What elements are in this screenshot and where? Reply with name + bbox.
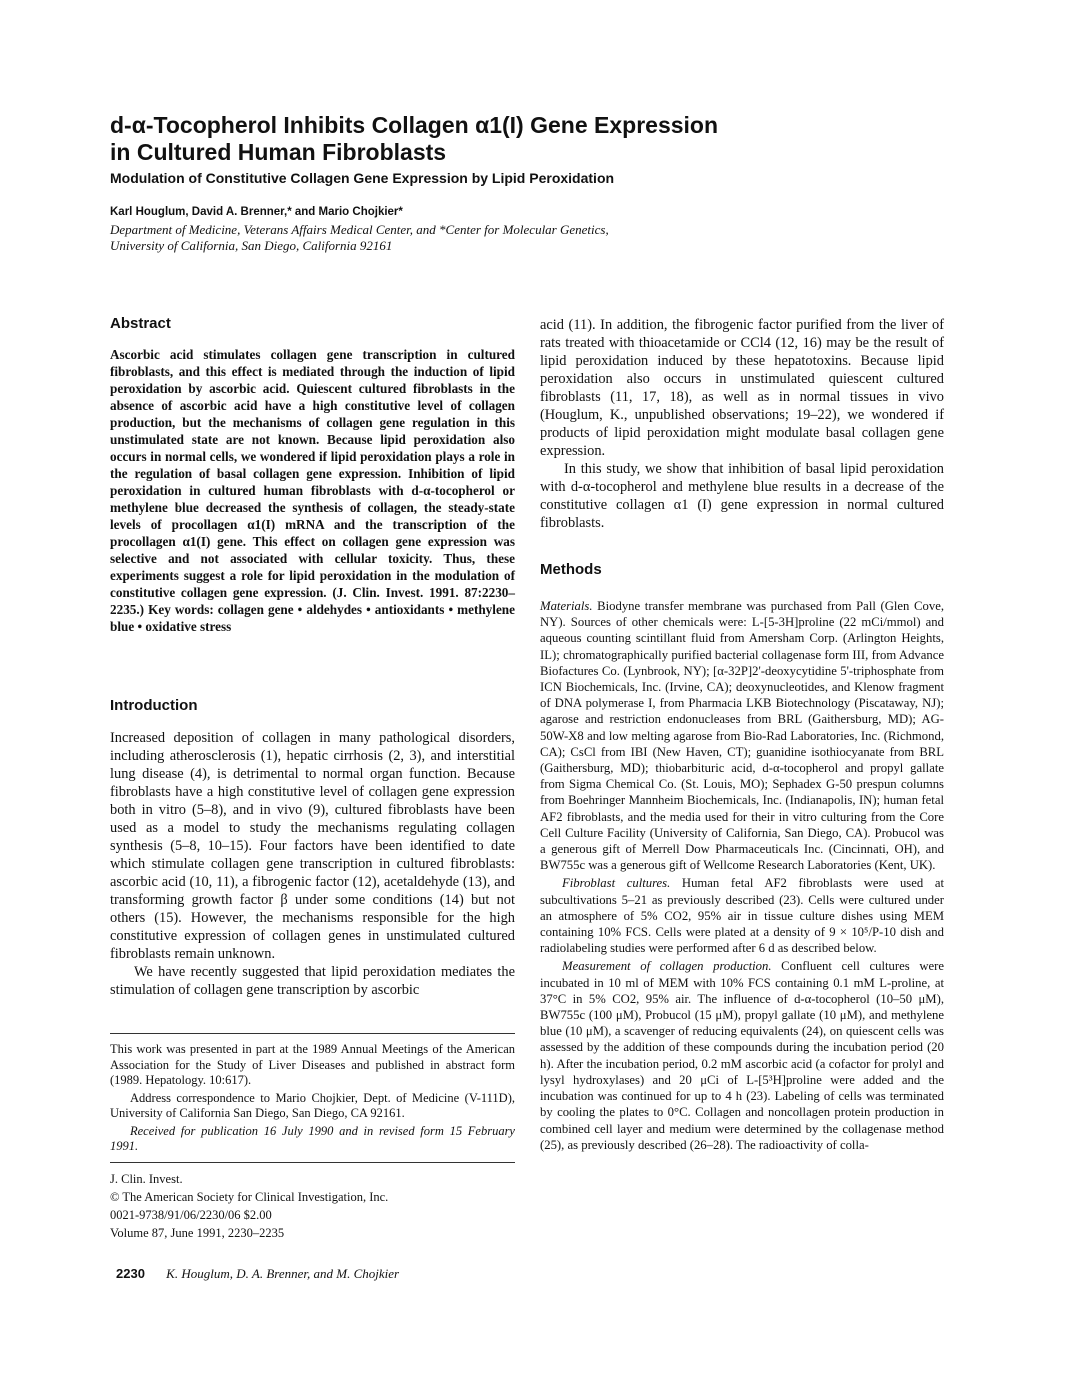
article-subtitle: Modulation of Constitutive Collagen Gene Expression by Lipid Peroxidation: [110, 170, 615, 186]
introduction-heading: Introduction: [110, 697, 198, 714]
page-number: 2230: [116, 1266, 145, 1281]
introduction-text: [110, 729, 515, 999]
journal-name: J. Clin. Invest.: [110, 1172, 183, 1186]
methods-text: [540, 598, 944, 1153]
volume-line: Volume 87, June 1991, 2230–2235: [110, 1226, 285, 1240]
methods-heading: Methods: [540, 561, 602, 578]
footnote-presentation: This work was presented in part at the 1989 Annual Meetings of the American Association for the Study of Liver Diseases and published in abstract form (1989. Hepatology. 10:617).: [110, 1042, 515, 1087]
running-head: K. Houglum, D. A. Brenner, and M. Chojkier: [166, 1266, 400, 1281]
affiliation-line-1: Department of Medicine, Veterans Affairs Medical Center, and *Center for Molecular Genetics,: [110, 222, 609, 237]
footnote-received: Received for publication 16 July 1990 and in revised form 15 February 1991.: [110, 1123, 515, 1153]
abstract-heading: Abstract: [110, 315, 171, 332]
intro-paragraph-2: We have recently suggested that lipid peroxidation mediates the stimulation of collagen gene transcription by ascorbic: [110, 964, 515, 998]
affiliation: [110, 222, 830, 254]
page-footer: [116, 1266, 399, 1282]
intro-paragraph-3: In this study, we show that inhibition of basal lipid peroxidation with d-α-tocopherol and methylene blue results in a decrease of the constitutive collagen α1 (I) gene expression in normal cultured fibroblasts.: [540, 461, 944, 531]
materials-label: Materials.: [540, 599, 593, 613]
intro-paragraph-1: Increased deposition of collagen in many pathological disorders, including atherosclerosis (1), hepatic cirrhosis (2, 3), and interstitial lung disease (4), is detrimental to normal organ function. Because fibroblasts have a high constitutive level of collagen gene expression both in vitro (5–8), and in vivo (9), cultured fibroblasts have been used as a model to study the mechanisms regulating collagen synthesis (5–8, 10–15). Four factors have been identified to date which stimulate collagen gene transcription in cultured fibroblasts: ascorbic acid (10, 11), a fibrogenic factor (12), acetaldehyde (13), and transforming growth factor β under some conditions (14) but not others (15). However, the mechanisms responsible for the high constitutive expression of collagen genes in unstimulated cultured fibroblasts remain unknown.: [110, 730, 515, 962]
measurement-label: Measurement of collagen production.: [562, 959, 772, 974]
fibroblast-label: Fibroblast cultures.: [562, 876, 671, 891]
journal-info-divider: [110, 1162, 515, 1163]
footnote-correspondence: Address correspondence to Mario Chojkier, Dept. of Medicine (V-111D), University of California San Diego, San Diego, CA 92161.: [110, 1090, 515, 1120]
issn-line: 0021-9738/91/06/2230/06 $2.00: [110, 1208, 272, 1222]
author-list: Karl Houglum, David A. Brenner,* and Mario Chojkier*: [110, 206, 403, 218]
article-title: [110, 112, 1010, 166]
title-line-2: in Cultured Human Fibroblasts: [110, 139, 447, 165]
affiliation-line-2: University of California, San Diego, California 92161: [110, 238, 393, 253]
fibroblast-text: Human fetal AF2 fibroblasts were used at subcultivations 5–21 as previously described (23). Cells were cultured under an atmosphere of 5% CO2, 95% air in tissue culture dishes using MEM containing 10% FCS. Cells were plated at a density of 9 × 10⁵/P-10 dish and radiolabeling studies were performed after 6 d as described below.: [540, 876, 944, 956]
footnote-divider: [110, 1033, 515, 1034]
methods-collagen-measurement: [540, 958, 944, 1152]
materials-text: Biodyne transfer membrane was purchased from Pall (Glen Cove, NY). Sources of other chemicals were: L-[5-3H]proline (22 mCi/mmol) and aqueous counting scintillant fluid from Amersham Corp. (Arlington Heights, IL); chromatographically purified bacterial collagenase form III, from Advance Biofactures Co. (Lynbrook, NY); [α-32P]2'-deoxycytidine 5'-triphosphate from ICN Biochemicals, Inc. (Irvine, CA); deoxynucleotides, and Klenow fragment of DNA polymerase I, from Pharmacia LKB Biotechnology (Piscataway, NJ); agarose and restriction endonucleases from BRL (Gaithersburg, MD); AG-50W-X8 and low melting agarose from Bio-Rad Laboratories, Inc. (Richmond, CA); CsCl from IBI (New Haven, CT); guanidine isothiocyanate from BRL (Gaithersburg, MD); thiobarbituric acid, d-α-tocopherol and propyl gallate from Sigma Chemical Co. (St. Louis, MO); Sephadex G-50 prespun columns from Boehringer Mannheim Biochemicals, Inc. (Indianapolis, IN); human fetal AF2 fibroblasts, and the media used for their in vitro culturing from the Core Cell Culture Facility (University of California, San Diego, CA). Probucol was a generous gift of Merrell Dow Pharmaceuticals Inc. (Cincinnati, OH), and BW755c was a generous gift of Wellcome Research Laboratories (Kent, UK).: [540, 599, 944, 873]
methods-fibroblast-cultures: [540, 875, 944, 956]
copyright-line: © The American Society for Clinical Investigation, Inc.: [110, 1190, 389, 1204]
methods-materials: [540, 598, 944, 873]
footnotes: [110, 1042, 515, 1157]
abstract-text: Ascorbic acid stimulates collagen gene transcription in cultured fibroblasts, and this effect is mediated through the induction of lipid peroxidation by ascorbic acid. Quiescent cultured fibroblasts in the absence of ascorbic acid have a high constitutive level of collagen production, but the mechanisms of collagen gene regulation in this unstimulated state are not known. Because lipid peroxidation also occurs in normal cells, we wondered if lipid peroxidation plays a role in the regulation of basal collagen gene expression. Inhibition of lipid peroxidation in cultured human fibroblasts with d-α-tocopherol or methylene blue decreased the synthesis of collagen, the steady-state levels of procollagen α1(I) mRNA and the transcription of the procollagen α1(I) gene. This effect on collagen gene expression was selective and not associated with cellular toxicity. Thus, these experiments suggest a role for lipid peroxidation in the modulation of constitutive collagen gene expression. (J. Clin. Invest. 1991. 87:2230–2235.) Key words: collagen gene • aldehydes • antioxidants • methylene blue • oxidative stress: [110, 347, 515, 634]
journal-info: [110, 1170, 515, 1242]
introduction-continued: [540, 316, 944, 532]
title-line-1: d-α-Tocopherol Inhibits Collagen α1(I) Gene Expression: [110, 112, 719, 138]
measurement-text: Confluent cell cultures were incubated in 10 ml of MEM with 10% FCS containing 0.1 mM L-proline, at 37°C in 5% CO2, 95% air. The influence of d-α-tocopherol (10–50 μM), BW755c (100 μM), Probucol (15 μM), propyl gallate (10 μM), and methylene blue (10 μM), a scavenger of reducing equivalents (24), on quiescent cells was assessed by the addition of these compounds during the incubation period (20 h). After the incubation period, 0.2 mM ascorbic acid (a cofactor for prolyl and lysyl hydroxylases) and 20 μCi of L-[5³H]proline were added and the incubation was continued for up to 4 h (23). Labeling of cells was terminated by cooling the plates to 0°C. Collagen and noncollagen protein production in combined cell layer and medium were determined by the collagenase method (25), as previously described (26–28). The radioactivity of colla-: [540, 959, 944, 1152]
intro-paragraph-2-continued: acid (11). In addition, the fibrogenic factor purified from the liver of rats treated with thioacetamide or CCl4 (12, 16) may be the result of lipid peroxidation induced by these hepatotoxins. Because lipid peroxidation also occurs in unstimulated quiescent cultured fibroblasts (11, 17, 18), as well as in normal tissues in vivo (Houglum, K., unpublished observations; 19–22), we wondered if products of lipid peroxidation might modulate basal collagen gene expression.: [540, 317, 944, 459]
